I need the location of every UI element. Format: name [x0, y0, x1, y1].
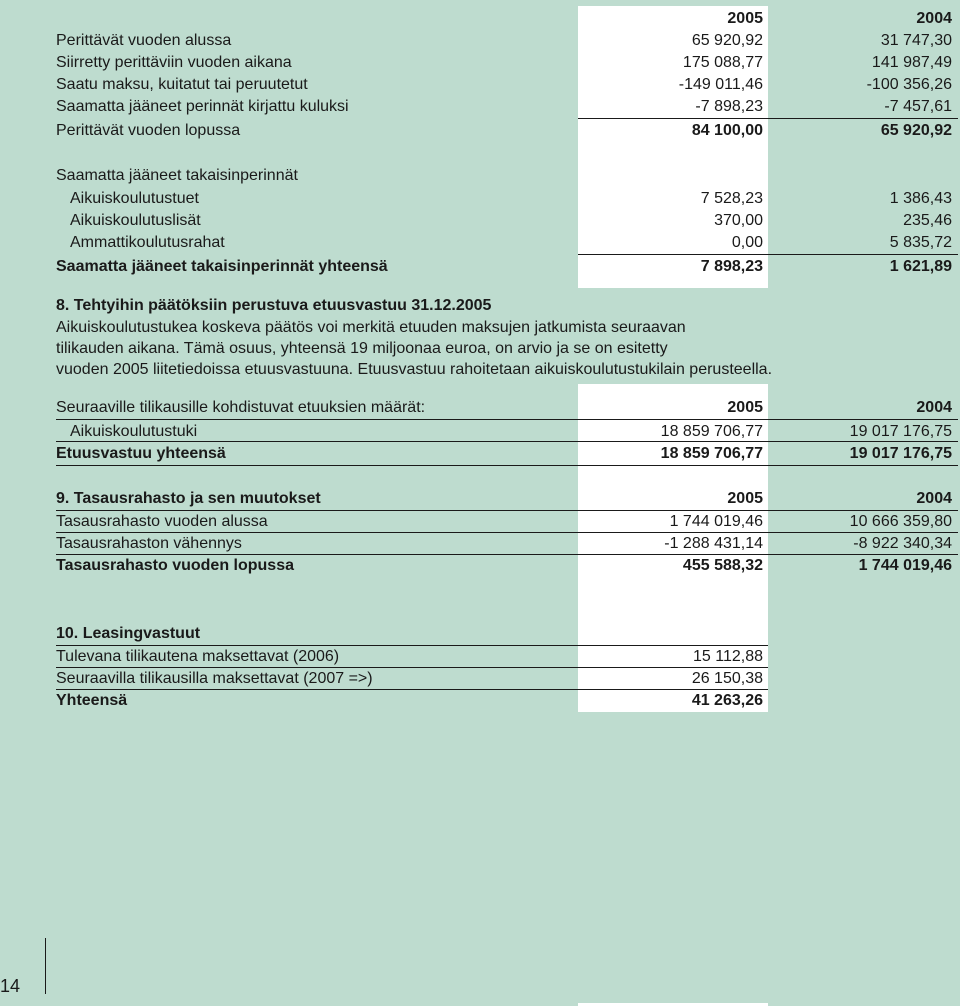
table-row: Aikuiskoulutuslisät 370,00 235,46: [70, 212, 952, 229]
section8-line-3: vuoden 2005 liitetiedoissa etuusvastuuna. Etuusvastuu rahoitetaan aikuiskoulutustukilain perusteella.: [56, 361, 773, 378]
total-row: Saamatta jääneet takaisinperinnät yhteensä 7 898,23 1 621,89: [56, 258, 952, 275]
table-row: Seuraavilla tilikausilla maksettavat (2007 =>) 26 150,38: [56, 670, 763, 687]
column-end-mask: [578, 712, 768, 1003]
section8-title: 8. Tehtyihin päätöksiin perustuva etuusvastuu 31.12.2005: [56, 297, 492, 314]
total-row: Yhteensä 41 263,26: [56, 692, 763, 709]
section-bottom-divider: [56, 465, 958, 466]
total-row: Tasausrahasto vuoden lopussa 455 588,32 1 744 019,46: [56, 557, 952, 574]
header-2005: 2005: [727, 10, 763, 27]
page-number-divider: [45, 938, 46, 994]
section9-header: 9. Tasausrahasto ja sen muutokset 2005 2004: [56, 490, 952, 507]
total-row: Perittävät vuoden lopussa 84 100,00 65 920,92: [56, 122, 952, 139]
section10-header: 10. Leasingvastuut: [56, 625, 201, 642]
page-number: 14: [0, 976, 21, 996]
table-row: Tasausrahasto vuoden alussa 1 744 019,46 10 666 359,80: [56, 513, 952, 530]
table-row: Tasausrahaston vähennys -1 288 431,14 -8 922 340,34: [56, 535, 952, 552]
table-row: Aikuiskoulutustuki 18 859 706,77 19 017 176,75: [70, 423, 952, 440]
total-divider: [56, 441, 958, 442]
total-divider: [578, 254, 958, 255]
header-row: [56, 8, 956, 30]
section8-line-2: tilikauden aikana. Tämä osuus, yhteensä 19 miljoonaa euroa, on arvio ja se on esitetty: [56, 340, 668, 357]
table-row: Saatu maksu, kuitatut tai peruutetut -149 011,46 -100 356,26: [56, 76, 952, 93]
total-row: Etuusvastuu yhteensä 18 859 706,77 19 017 176,75: [56, 445, 952, 462]
section-subtitle: Saamatta jääneet takaisinperinnät: [56, 167, 298, 184]
table-row: Aikuiskoulutustuet 7 528,23 1 386,43: [70, 190, 952, 207]
total-divider: [578, 118, 958, 119]
table-row: Tulevana tilikautena maksettavat (2006) 15 112,88: [56, 648, 763, 665]
table-row: Siirretty perittäviin vuoden aikana 175 088,77 141 987,49: [56, 54, 952, 71]
table-row: Perittävät vuoden alussa 65 920,92 31 747,30: [56, 32, 952, 49]
table-header-row: Seuraaville tilikausille kohdistuvat etuuksien määrät: 2005 2004: [56, 399, 952, 416]
table-row: Ammattikoulutusrahat 0,00 5 835,72: [70, 234, 952, 251]
section8-line-1: Aikuiskoulutustukea koskeva päätös voi merkitä etuuden maksujen jatkumista seuraavan: [56, 319, 686, 336]
header-2004: 2004: [916, 10, 952, 27]
table-row: Saamatta jääneet perinnät kirjattu kuluksi -7 898,23 -7 457,61: [56, 98, 952, 115]
column-highlight-resume: [578, 384, 768, 394]
header-divider: [56, 419, 958, 420]
